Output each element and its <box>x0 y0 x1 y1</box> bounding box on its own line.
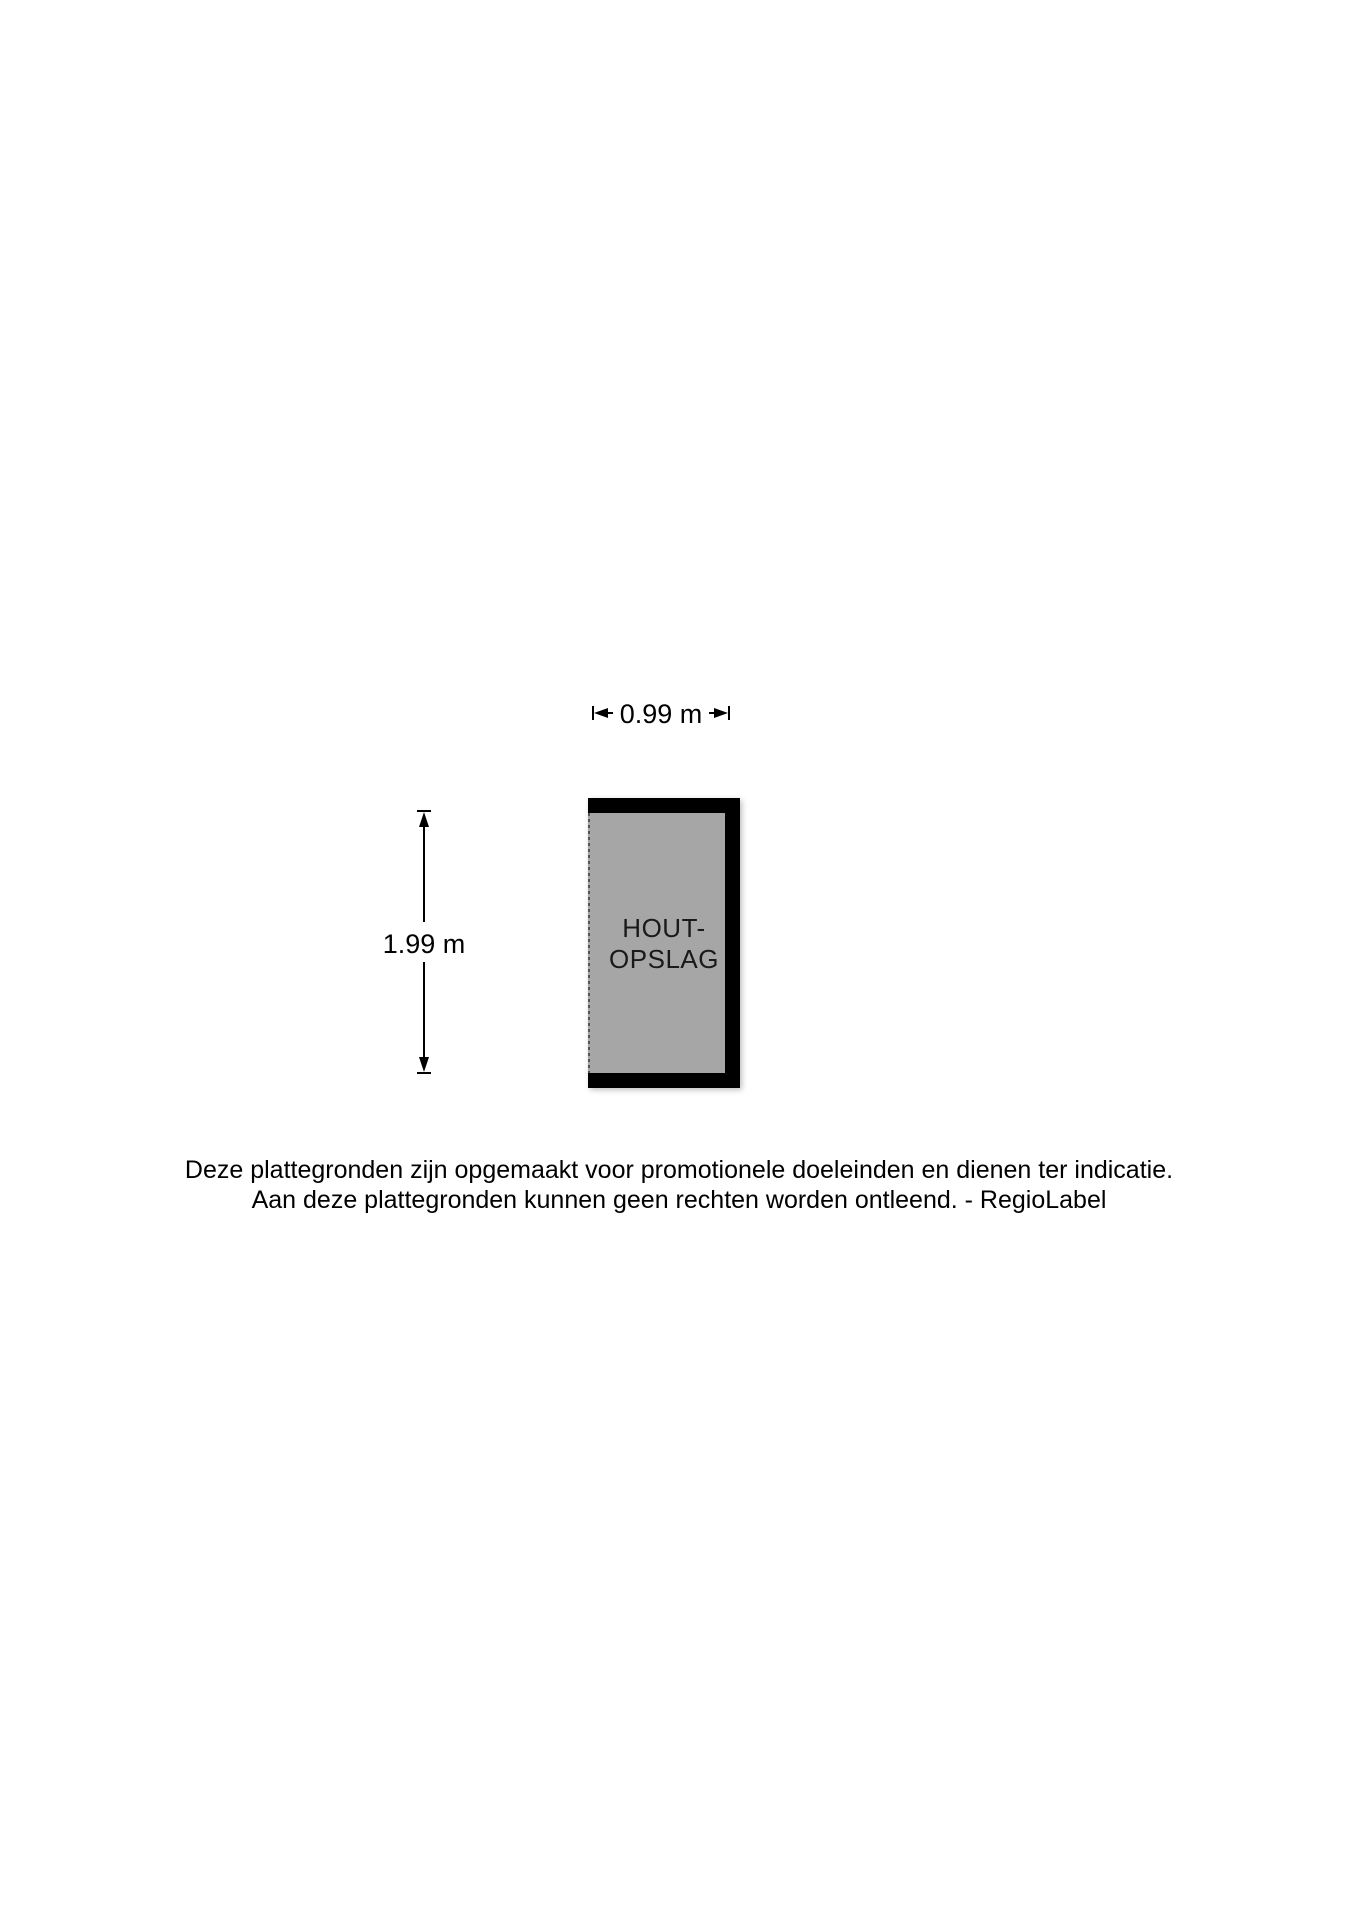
width-dimension-label: 0.99 m <box>619 699 703 729</box>
height-dimension <box>383 811 466 1073</box>
disclaimer-line-2: Aan deze plattegronden kunnen geen rechten worden ontleend. - RegioLabel <box>251 1186 1107 1214</box>
disclaimer <box>0 1155 1358 1215</box>
height-dimension-arrow-bottom <box>419 1057 429 1072</box>
room-label-line1: HOUT- <box>622 913 706 943</box>
height-dimension-label: 1.99 m <box>382 929 466 959</box>
room-hout-opslag <box>588 798 742 1090</box>
disclaimer-line-1: Deze plattegronden zijn opgemaakt voor promotionele doeleinden en dienen ter indicatie. <box>184 1156 1174 1184</box>
room-floor <box>588 798 738 1088</box>
room-label-line2: OPSLAG <box>609 944 719 974</box>
width-dimension-arrow-right <box>714 708 728 718</box>
width-dimension <box>593 699 729 729</box>
